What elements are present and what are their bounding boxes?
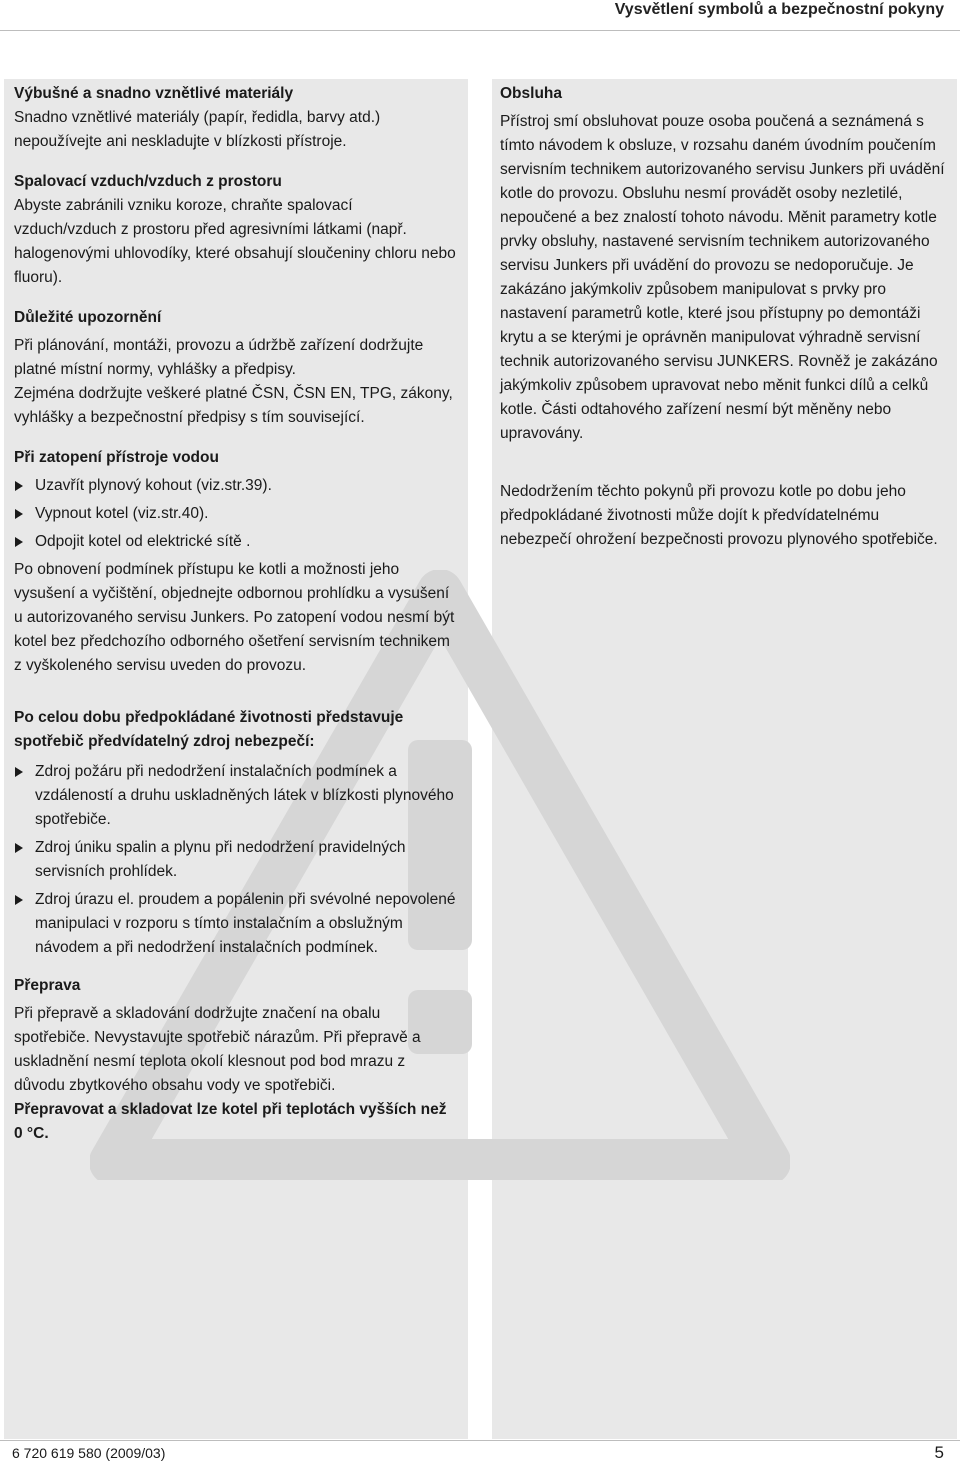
list-item [14,502,458,526]
explosive-text: Snadno vznětlivé materiály (papír, ředidla, barvy atd.) nepoužívejte ani neskladujte v blízkosti přístroje. [14,109,381,150]
transport-text: Při přepravě a skladování dodržujte značení na obalu spotřebiče. Nevystavujte spotřebič nárazům. Při přepravě a uskladnění nesmí teplota okolí klesnout pod bod mrazu z důvodu zbytkového obsahu vody ve spotřebiči. [14,1005,421,1094]
list-item [14,530,458,554]
important-text-1: Při plánování, montáži, provozu a údržbě zařízení dodržujte platné místní normy, vyhlášky a předpisy. [14,337,424,378]
document-code: 6 720 619 580 (2009/03) [12,1445,166,1461]
bullet-triangle-icon [15,843,23,853]
bullet-triangle-icon [15,537,23,547]
transport-heading: Přeprava [14,977,81,994]
list-item-text: Zdroj úniku spalin a plynu při nedodržení pravidelných servisních prohlídek. [35,839,406,880]
list-item-text: Zdroj úrazu el. proudem a popálenin při svévolné nepovolené manipulaci v rozporu s tímto instalačním a obslužným návodem a při nedodržení instalačních podmínek. [35,891,456,956]
lifetime-heading: Po celou dobu předpokládané životnosti představuje spotřebič předvídatelný zdroj nebezpečí: [14,709,404,750]
page-header-title: Vysvětlení symbolů a bezpečnostní pokyny [614,1,944,18]
flood-list [14,474,458,554]
combustion-air-text: Abyste zabránili vzniku koroze, chraňte spalovací vzduch/vzduch z prostoru před agresivními látkami (např. halogenovými uhlovodíky, které obsahují sloučeniny chloru nebo fluoru). [14,197,456,286]
list-item [14,760,458,832]
list-item [14,474,458,498]
list-item-text: Zdroj požáru při nedodržení instalačních podmínek a vzdáleností a druhu uskladněných látek v blízkosti plynového spotřebiče. [35,763,454,828]
header-divider [0,30,960,31]
flood-text: Po obnovení podmínek přístupu ke kotli a možnosti jeho vysušení a vyčištění, objednejte odbornou prohlídku a vysušení u autorizovaného servisu Junkers. Po zatopení vodou nesmí být kotel bez předchozího odborného ošetření servisním technikem z vyškoleného servisu uveden do provozu. [14,561,455,674]
operation-heading: Obsluha [500,85,563,102]
list-item [14,836,458,884]
transport-bold-text: Přepravovat a skladovat lze kotel při teplotách vyšších než 0 °C. [14,1101,447,1142]
page-number: 5 [934,1443,944,1462]
footer-divider [0,1440,960,1441]
flood-heading: Při zatopení přístroje vodou [14,449,219,466]
operation-warning-text: Nedodržením těchto pokynů při provozu kotle po dobu jeho předpokládané životnosti může dojít k předvídatelnému nebezpečí ohrožení bezpečnosti provozu plynového spotřebiče. [500,483,938,548]
list-item [14,888,458,960]
operation-text: Přístroj smí obsluhovat pouze osoba poučená a seznámená s tímto návodem k obsluze, v rozsahu daném úvodním poučením servisním technikem autorizovaného servisu Junkers při uvádění kotle do provozu. Obsluhu nesmí provádět osoby nezletilé, nepoučené a bez znalostí tohoto návodu. Měnit parametry kotle prvky obsluhy, nastavené servisním technikem autorizovaného servisu Junkers při uvádění do provozu se nedoporučuje. Je zakázáno jakýmkoliv způsobem manipulovat s prvky pro nastavení parametrů kotle, které jsou přístupny po demontáži krytu a se kterými je oprávněn manipulovat výhradně servisní technik autorizovaného servisu JUNKERS. Rovněž je zakázáno jakýmkoliv způsobem upravovat nebo měnit funkci dílů a celků kotle. Části odtahového zařízení nesmí být měněny nebo upravovány. [500,113,945,442]
bullet-triangle-icon [15,509,23,519]
important-text-2: Zejména dodržujte veškeré platné ČSN, ČSN EN, TPG, zákony, vyhlášky a bezpečnostní předpisy s tím související. [14,385,453,426]
bullet-triangle-icon [15,481,23,491]
lifetime-list [14,760,458,960]
important-heading: Důležité upozornění [14,309,162,326]
bullet-triangle-icon [15,895,23,905]
explosive-heading: Výbušné a snadno vznětlivé materiály [14,85,294,102]
list-item-text: Odpojit kotel od elektrické sítě . [35,533,251,550]
list-item-text: Uzavřít plynový kohout (viz.str.39). [35,477,272,494]
list-item-text: Vypnout kotel (viz.str.40). [35,505,209,522]
bullet-triangle-icon [15,767,23,777]
right-column [500,82,948,552]
left-column [14,82,458,1146]
combustion-air-heading: Spalovací vzduch/vzduch z prostoru [14,173,282,190]
